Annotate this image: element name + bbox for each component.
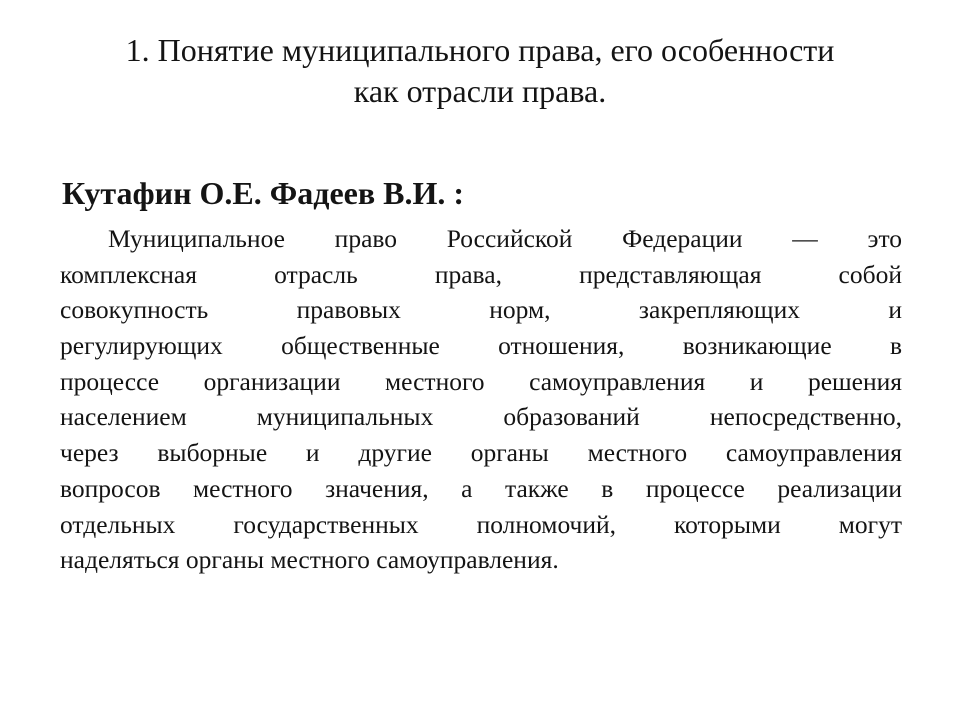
paragraph-line-4: регулирующих общественные отношения, возникающие в: [60, 331, 902, 361]
slide-title: [60, 30, 900, 112]
paragraph-line-2: комплексная отрасль права, представляющая собой: [60, 259, 902, 289]
paragraph-line-9: отдельных государственных полномочий, которыми могут: [60, 509, 902, 539]
paragraph-line-5: процессе организации местного самоуправления и решения: [60, 366, 902, 396]
author-heading: Кутафин О.Е. Фадеев В.И. :: [62, 175, 465, 211]
paragraph-line-10: наделяться органы местного самоуправления.: [60, 545, 559, 575]
slide-title-line-2: как отрасли права.: [353, 73, 607, 109]
slide-title-line-1: 1. Понятие муниципального права, его особенности: [125, 32, 835, 68]
paragraph-line-7: через выборные и другие органы местного самоуправления: [60, 438, 902, 468]
paragraph-line-8: вопросов местного значения, а также в процессе реализации: [60, 473, 902, 503]
paragraph-line-1: Муниципальное право Российской Федерации — это: [108, 224, 902, 253]
definition-paragraph: [60, 221, 902, 578]
paragraph-line-6: населением муниципальных образований непосредственно,: [60, 402, 902, 432]
paragraph-line-3: совокупность правовых норм, закрепляющих и: [60, 295, 902, 325]
